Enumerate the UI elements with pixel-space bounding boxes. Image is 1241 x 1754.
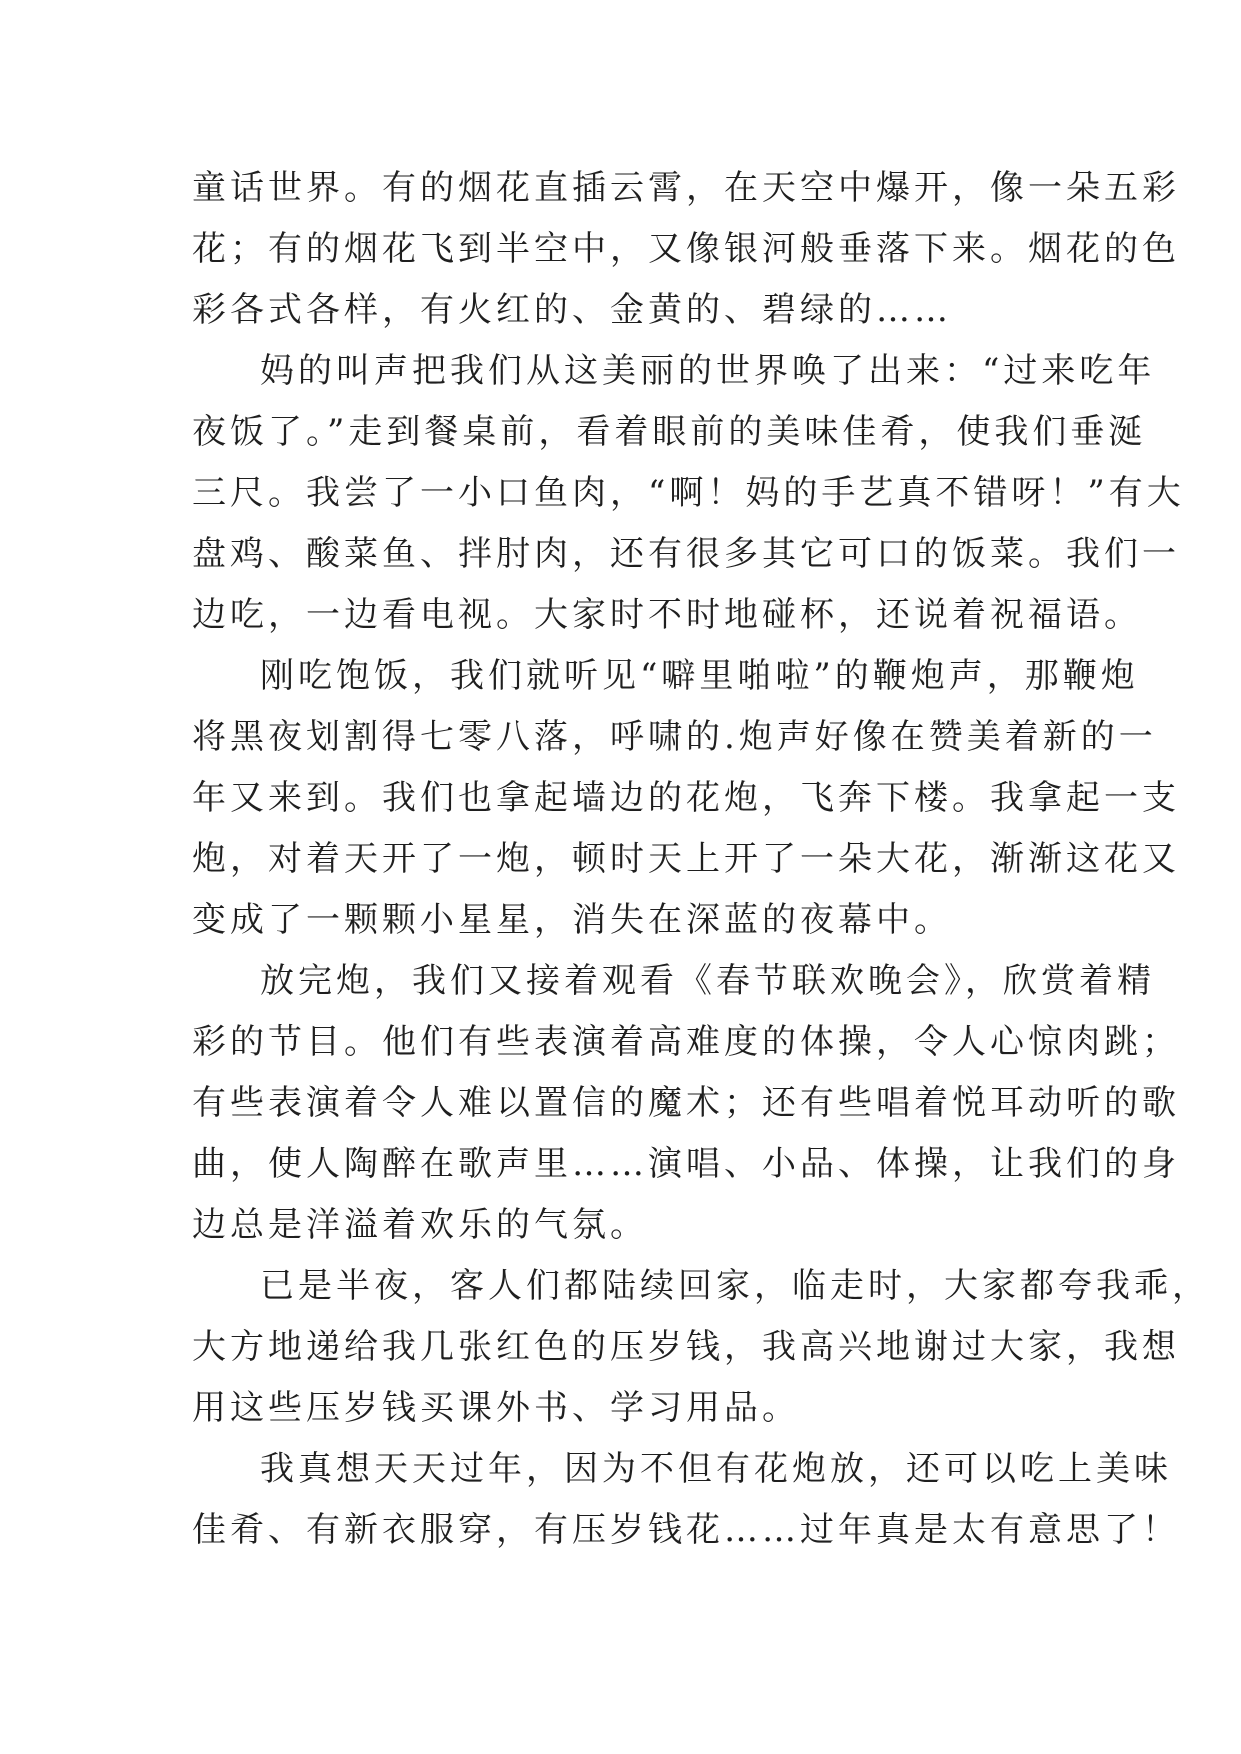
text-line: 变成了一颗颗小星星，消失在深蓝的夜幕中。 (192, 900, 952, 940)
text-line: 边吃，一边看电视。大家时不时地碰杯，还说着祝福语。 (192, 595, 1142, 635)
text-line: 曲，使人陶醉在歌声里……演唱、小品、体操，让我们的身 (192, 1144, 1180, 1184)
text-line: 用这些压岁钱买课外书、学习用品。 (192, 1388, 800, 1428)
text-line: 将黑夜划割得七零八落，呼啸的.炮声好像在赞美着新的一 (192, 717, 1157, 757)
text-line: 花；有的烟花飞到半空中，又像银河般垂落下来。烟花的色 (192, 229, 1180, 269)
text-line: 有些表演着令人难以置信的魔术；还有些唱着悦耳动听的歌 (192, 1083, 1180, 1123)
text-line: 夜饭了。”走到餐桌前，看着眼前的美味佳肴，使我们垂涎 (192, 412, 1147, 452)
paragraph-first-line: 刚吃饱饭，我们就听见“噼里啪啦”的鞭炮声，那鞭炮 (260, 656, 1139, 696)
text-line: 炮，对着天开了一炮，顿时天上开了一朵大花，渐渐这花又 (192, 839, 1180, 879)
text-line: 彩的节目。他们有些表演着高难度的体操，令人心惊肉跳； (192, 1022, 1180, 1062)
essay-body (192, 158, 1210, 1561)
text-line: 童话世界。有的烟花直插云霄，在天空中爆开，像一朵五彩 (192, 168, 1180, 208)
text-line: 盘鸡、酸菜鱼、拌肘肉，还有很多其它可口的饭菜。我们一 (192, 534, 1180, 574)
text-line: 边总是洋溢着欢乐的气氛。 (192, 1205, 648, 1245)
paragraph-first-line: 妈的叫声把我们从这美丽的世界唤了出来：“过来吃年 (260, 351, 1156, 391)
text-line: 佳肴、有新衣服穿，有压岁钱花……过年真是太有意思了！ (192, 1510, 1180, 1550)
text-line: 三尺。我尝了一小口鱼肉，“啊！妈的手艺真不错呀！”有大 (192, 473, 1185, 513)
text-line: 大方地递给我几张红色的压岁钱，我高兴地谢过大家，我想 (192, 1327, 1180, 1367)
paragraph-first-line: 放完炮，我们又接着观看《春节联欢晚会》，欣赏着精 (260, 961, 1155, 1001)
text-line: 彩各式各样，有火红的、金黄的、碧绿的…… (192, 290, 952, 330)
paragraph-first-line: 已是半夜，客人们都陆续回家，临走时，大家都夸我乖， (260, 1266, 1210, 1306)
paragraph-first-line: 我真想天天过年，因为不但有花炮放，还可以吃上美味 (260, 1449, 1172, 1489)
text-line: 年又来到。我们也拿起墙边的花炮，飞奔下楼。我拿起一支 (192, 778, 1180, 818)
